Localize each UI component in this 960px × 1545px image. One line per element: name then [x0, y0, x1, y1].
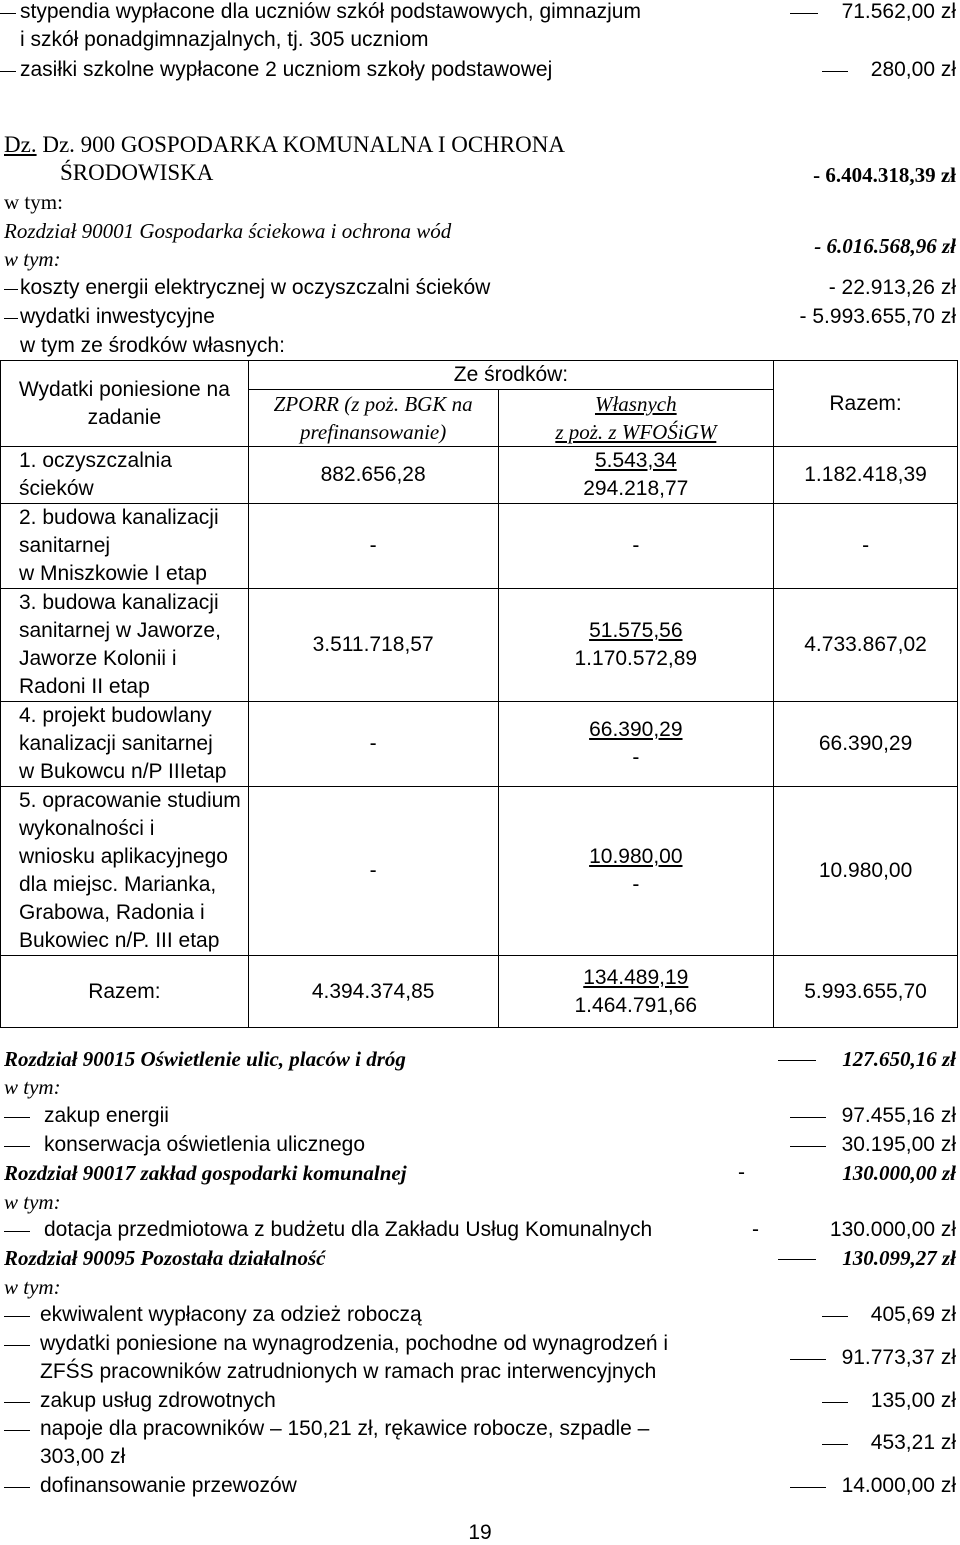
- dash-marker: [4, 318, 18, 319]
- dash-marker: [790, 13, 818, 14]
- dash-marker: [778, 1259, 816, 1260]
- zporr-value: -: [248, 787, 498, 956]
- zporr-value: -: [248, 504, 498, 589]
- amount: 453,21 zł: [870, 1431, 956, 1454]
- table-row: [1, 787, 958, 956]
- amount: 71.562,00 zł: [841, 0, 956, 23]
- zporr-value: 3.511.718,57: [248, 589, 498, 702]
- dash-char: -: [752, 1218, 759, 1241]
- total-sum: 5.993.655,70: [774, 956, 958, 1028]
- own-value: 10.980,00 -: [498, 787, 774, 956]
- row-total: 1.182.418,39: [774, 447, 958, 504]
- task-name: 3. budowa kanalizacji sanitarnej w Jaworze, Jaworze Kolonii i Radoni II etap: [1, 589, 249, 702]
- label-wtym: w tym:: [4, 1275, 61, 1299]
- dash-marker: [4, 1402, 30, 1403]
- chapter-title: Rozdział 90017 zakład gospodarki komunalnej: [4, 1161, 407, 1185]
- investment-table: [0, 360, 958, 1028]
- row-total: 66.390,29: [774, 702, 958, 787]
- chapter-amount: - 6.016.568,96 zł: [814, 234, 956, 258]
- text-line: zakup energii: [44, 1104, 169, 1127]
- dash-marker: [4, 289, 18, 290]
- amount: 14.000,00 zł: [841, 1474, 956, 1497]
- dash-marker: [790, 1117, 826, 1118]
- label-wtym: w tym:: [4, 190, 63, 214]
- total-label: Razem:: [1, 956, 249, 1028]
- dash-marker: [4, 1316, 30, 1317]
- own-value: 51.575,56 1.170.572,89: [498, 589, 774, 702]
- amount: 30.195,00 zł: [841, 1133, 956, 1156]
- text-line: stypendia wypłacone dla uczniów szkół podstawowych, gimnazjum: [20, 0, 641, 23]
- chapter-amount: 127.650,16 zł: [842, 1047, 956, 1071]
- amount: 130.000,00 zł: [829, 1218, 956, 1241]
- total-own: 134.489,19 1.464.791,66: [498, 956, 774, 1028]
- page-number: 19: [468, 1521, 492, 1544]
- label-wtym: w tym:: [4, 247, 61, 271]
- own-value: 66.390,29 -: [498, 702, 774, 787]
- chapter-title: Rozdział 90015 Oświetlenie ulic, placów i dróg: [4, 1047, 406, 1071]
- dash-marker: [4, 1345, 30, 1346]
- dash-marker: [4, 1117, 30, 1118]
- amount: 405,69 zł: [870, 1303, 956, 1326]
- task-name: 1. oczyszczalnia ścieków: [1, 447, 249, 504]
- text-line: ekwiwalent wypłacony za odzież roboczą: [40, 1303, 422, 1326]
- dash-marker: [0, 13, 16, 14]
- dash-marker: [4, 1430, 30, 1431]
- row-total: 10.980,00: [774, 787, 958, 956]
- text-line: konserwacja oświetlenia ulicznego: [44, 1133, 366, 1156]
- table-total-row: [1, 956, 958, 1028]
- amount: 280,00 zł: [870, 58, 956, 81]
- text-line: zakup usług zdrowotnych: [40, 1389, 276, 1412]
- dash-marker: [4, 1146, 30, 1147]
- task-name: 2. budowa kanalizacji sanitarnej w Mniszkowie I etap: [1, 504, 249, 589]
- zporr-value: -: [248, 702, 498, 787]
- dash-marker: [822, 1444, 848, 1445]
- section-title-cont: ŚRODOWISKA: [60, 160, 214, 185]
- table-row: [1, 589, 958, 702]
- dash-marker: [790, 1359, 826, 1360]
- dash-char: -: [738, 1161, 745, 1184]
- text-line: w tym ze środków własnych:: [20, 334, 285, 357]
- chapter-title: Rozdział 90095 Pozostała działalność: [4, 1246, 326, 1270]
- amount: - 22.913,26 zł: [828, 276, 956, 299]
- header-total: Razem:: [774, 361, 958, 447]
- text-line: koszty energii elektrycznej w oczyszczalni ścieków: [20, 276, 491, 299]
- text-line: napoje dla pracowników – 150,21 zł, rękawice robocze, szpadle –: [40, 1417, 650, 1440]
- text-line: dofinansowanie przewozów: [40, 1474, 297, 1497]
- chapter-amount: 130.000,00 zł: [842, 1161, 956, 1185]
- dash-marker: [822, 1402, 848, 1403]
- chapter-title: Rozdział 90001 Gospodarka ściekowa i ochrona wód: [4, 219, 452, 243]
- dash-marker: [822, 71, 848, 72]
- own-value: 5.543,34 294.218,77: [498, 447, 774, 504]
- own-value: -: [498, 504, 774, 589]
- header-zporr: ZPORR (z poż. BGK na prefinansowanie): [248, 390, 498, 447]
- text-line: dotacja przedmiotowa z budżetu dla Zakładu Usług Komunalnych: [44, 1218, 653, 1241]
- header-sources: Ze środków:: [248, 361, 773, 390]
- dash-marker: [822, 1316, 848, 1317]
- text-line: zasiłki szkolne wypłacone 2 uczniom szkoły podstawowej: [20, 58, 553, 81]
- dash-marker: [4, 1231, 30, 1232]
- dash-marker: [778, 1060, 816, 1061]
- table-row: [1, 702, 958, 787]
- section-title: Dz. Dz. 900 GOSPODARKA KOMUNALNA I OCHRONA: [4, 132, 565, 157]
- text-line: i szkół ponadgimnazjalnych, tj. 305 uczniom: [20, 28, 429, 51]
- text-line: wydatki poniesione na wynagrodzenia, pochodne od wynagrodzeń i: [40, 1332, 669, 1355]
- table-row: [1, 504, 958, 589]
- dash-marker: [790, 1146, 826, 1147]
- row-total: -: [774, 504, 958, 589]
- total-zporr: 4.394.374,85: [248, 956, 498, 1028]
- header-own: Własnych z poż. z WFOŚiGW: [498, 390, 774, 447]
- text-line: 303,00 zł: [40, 1445, 126, 1468]
- section-amount: - 6.404.318,39 zł: [813, 163, 956, 187]
- amount: 97.455,16 zł: [841, 1104, 956, 1127]
- zporr-value: 882.656,28: [248, 447, 498, 504]
- text-line: ZFŚS pracowników zatrudnionych w ramach prac interwencyjnych: [40, 1360, 657, 1383]
- amount: - 5.993.655,70 zł: [799, 305, 956, 328]
- label-wtym: w tym:: [4, 1075, 61, 1099]
- text-line: wydatki inwestycyjne: [20, 305, 215, 328]
- table-row: [1, 447, 958, 504]
- amount: 135,00 zł: [870, 1389, 956, 1412]
- amount: 91.773,37 zł: [841, 1346, 956, 1369]
- header-task: Wydatki poniesione na zadanie: [1, 361, 249, 447]
- label-wtym: w tym:: [4, 1190, 61, 1214]
- dash-marker: [790, 1487, 826, 1488]
- chapter-amount: 130.099,27 zł: [842, 1246, 956, 1270]
- task-name: 5. opracowanie studium wykonalności i wniosku aplikacyjnego dla miejsc. Marianka, Grabowa, Radonia i Bukowiec n/P. III etap: [1, 787, 249, 956]
- dash-marker: [4, 1487, 30, 1488]
- task-name: 4. projekt budowlany kanalizacji sanitarnej w Bukowcu n/P IIIetap: [1, 702, 249, 787]
- dash-marker: [0, 71, 16, 72]
- row-total: 4.733.867,02: [774, 589, 958, 702]
